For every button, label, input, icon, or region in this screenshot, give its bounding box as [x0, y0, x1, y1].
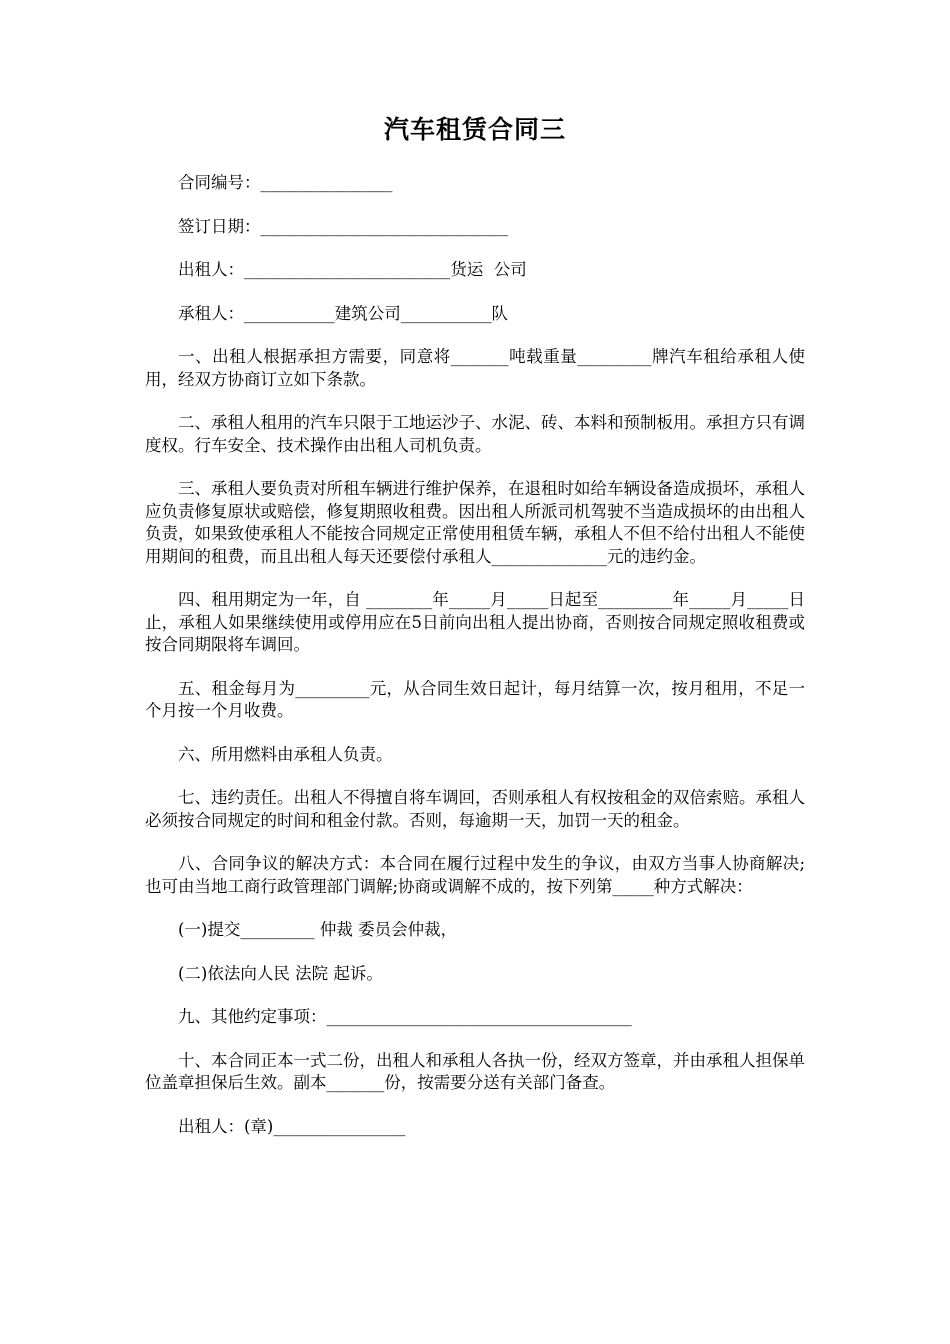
- clause-10: 十、本合同正本一式二份，出租人和承租人各执一份，经双方签章，并由承租人担保单位盖章担保后生效。副本_______份，按需要分送有关部门备查。: [145, 1050, 805, 1092]
- document-title: 汽车租赁合同三: [383, 115, 566, 144]
- clause-7: 七、违约责任。出租人不得擅自将车调回，否则承租人有权按租金的双倍索赔。承租人必须按合同规定的时间和租金付款。否则，每逾期一天，加罚一天的租金。: [145, 788, 805, 830]
- clause-1: 一、出租人根据承担方需要，同意将_______吨载重量_________牌汽车租给承租人使用，经双方协商订立如下条款。: [145, 347, 805, 389]
- clause-8: 八、合同争议的解决方式：本合同在履行过程中发生的争议，由双方当事人协商解决;也可由当地工商行政管理部门调解;协商或调解不成的，按下列第_____种方式解决：: [145, 854, 805, 896]
- clause-4: 四、租用期定为一年，自 ________年_____月_____日起至_________年_____月_____日止，承租人如果继续使用或停用应在5日前向出租人提出协商，否则按合同规定照收租费或按合同期限将车调回。: [145, 590, 805, 654]
- lessor-line: 出租人：_________________________货运 公司: [178, 260, 527, 279]
- clause-6: 六、所用燃料由承租人负责。: [178, 744, 393, 764]
- document-page: [145, 110, 805, 1159]
- clause-5: 五、租金每月为_________元，从合同生效日起计，每月结算一次，按月租用，不足一个月按一个月收费。: [145, 678, 805, 720]
- clause-8-option-1: (一)提交_________ 仲裁 委员会仲裁，: [178, 920, 458, 939]
- clause-8-option-2: (二)依法向人民 法院 起诉。: [178, 963, 383, 983]
- clause-2: 二、承租人租用的汽车只限于工地运沙子、水泥、砖、本料和预制板用。承担方只有调度权。行车安全、技术操作由出租人司机负责。: [145, 413, 805, 455]
- contract-number-line: 合同编号：________________: [178, 173, 393, 192]
- clause-3: 三、承租人要负责对所租车辆进行维护保养，在退租时如给车辆设备造成损坏，承租人应负责修复原状或赔偿，修复期照收租费。因出租人所派司机驾驶不当造成损坏的由出租人负责，如果致使承租人不能按合同规定正常使用租赁车辆，承租人不但不给付出租人不能使用期间的租费，而且出租人每天还要偿付承租人______________元的违约金。: [145, 479, 805, 566]
- signing-date-line: 签订日期：______________________________: [178, 216, 508, 236]
- clause-9: 九、其他约定事项：_____________________________________: [178, 1007, 632, 1026]
- lessee-line: 承租人：___________建筑公司___________队: [178, 303, 508, 323]
- lessor-signature-line: 出租人：(章)________________: [178, 1116, 406, 1136]
